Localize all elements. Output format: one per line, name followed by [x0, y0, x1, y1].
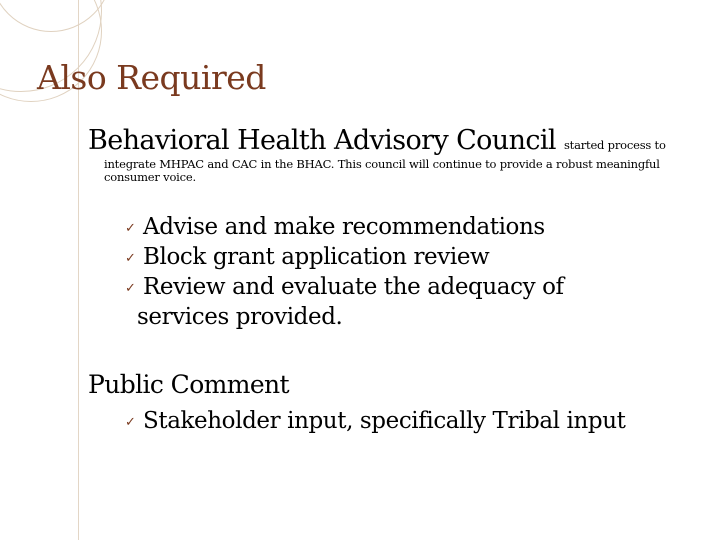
- section-description: integrate MHPAC and CAC in the BHAC. This council will continue to provide a robust meaningful consumer voice.: [104, 157, 660, 184]
- section-heading-suffix: started process to: [563, 138, 666, 152]
- list-item: ✓ Review and evaluate the adequacy of: [125, 274, 564, 300]
- list-item: ✓ Stakeholder input, specifically Tribal input: [125, 408, 626, 434]
- bullet-icon: ✓: [125, 221, 136, 236]
- slide-title: Also Required: [37, 58, 266, 97]
- bullet-icon: ✓: [125, 281, 136, 296]
- section-heading-bhac: [88, 125, 666, 156]
- list-item: ✓ Block grant application review: [125, 244, 490, 270]
- public-comment-bullet-list: [125, 406, 625, 436]
- bullet-icon: ✓: [125, 251, 136, 266]
- section-heading-text: Behavioral Health Advisory Council: [88, 125, 556, 156]
- list-item: ✓ Advise and make recommendations: [125, 214, 545, 240]
- bhac-bullet-list: [125, 212, 564, 332]
- list-item-continuation: services provided.: [137, 304, 343, 330]
- section-heading-public-comment: Public Comment: [88, 370, 289, 399]
- bullet-icon: ✓: [125, 415, 136, 430]
